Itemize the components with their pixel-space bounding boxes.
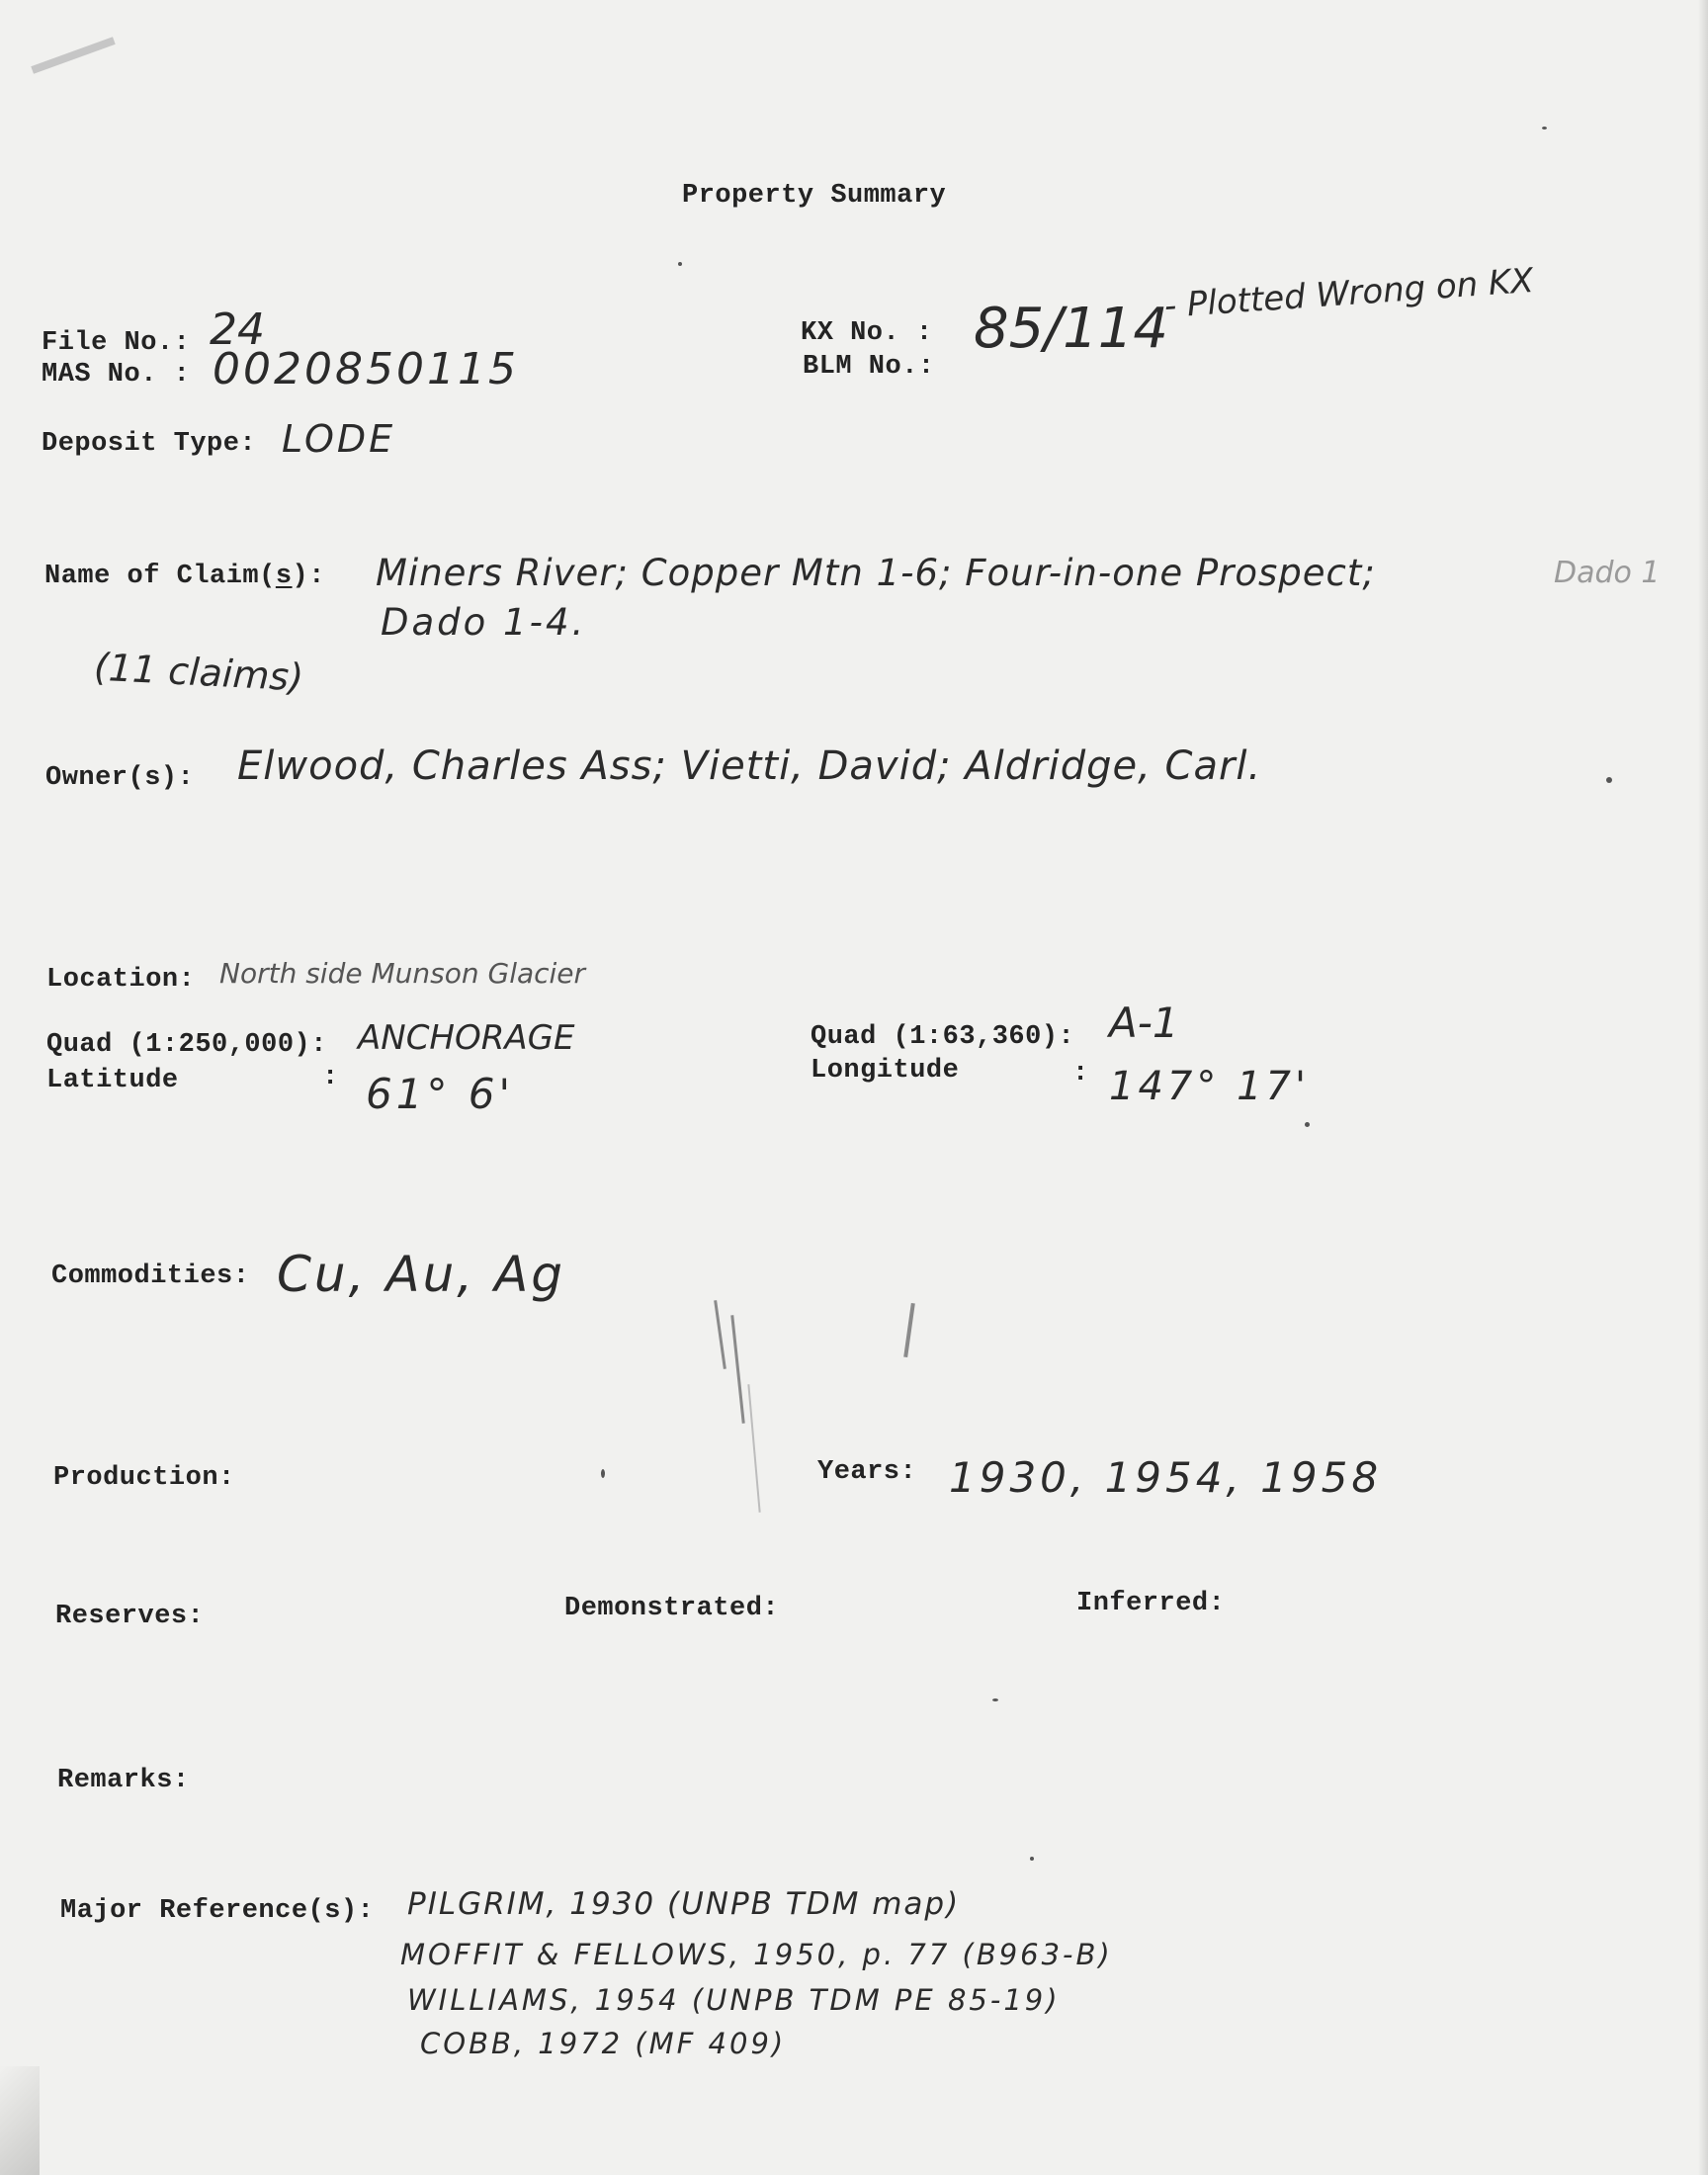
scan-speck bbox=[1606, 777, 1612, 783]
quad-63360-value: A-1 bbox=[1109, 999, 1179, 1047]
deposit-type-value: LODE bbox=[282, 417, 396, 461]
remarks-label: Remarks: bbox=[57, 1766, 190, 1795]
years-value: 1930, 1954, 1958 bbox=[949, 1453, 1383, 1502]
kx-no-value: 85/114 bbox=[974, 297, 1169, 361]
reserves-label: Reserves: bbox=[55, 1602, 205, 1631]
quad-250-value: ANCHORAGE bbox=[358, 1018, 575, 1058]
file-no-label: File No.: bbox=[42, 328, 191, 358]
reference-item-3: WILLIAMS, 1954 (UNPB TDM PE 85-19) bbox=[407, 1983, 1061, 2017]
file-no-value: 24 bbox=[210, 304, 265, 355]
scan-mark bbox=[714, 1300, 726, 1369]
claims-label bbox=[44, 562, 325, 591]
reference-item-2: MOFFIT & FELLOWS, 1950, p. 77 (B963-B) bbox=[400, 1938, 1113, 1971]
mas-no-label: MAS No. : bbox=[42, 360, 191, 390]
page-edge-shadow bbox=[1698, 0, 1708, 2175]
latitude-colon: : bbox=[322, 1063, 339, 1092]
owners-label: Owner(s): bbox=[45, 763, 195, 793]
commodities-value: Cu, Au, Ag bbox=[277, 1246, 566, 1303]
blm-no-label: BLM No.: bbox=[803, 352, 935, 382]
scan-speck bbox=[1305, 1122, 1310, 1127]
inferred-label: Inferred: bbox=[1076, 1589, 1226, 1618]
scan-mark bbox=[730, 1315, 744, 1424]
location-label: Location: bbox=[46, 965, 196, 995]
quad-250-label: Quad (1:250,000): bbox=[46, 1030, 327, 1060]
reference-item-4: COBB, 1972 (MF 409) bbox=[420, 2027, 787, 2060]
claims-label-s: s bbox=[275, 562, 293, 591]
longitude-label: Longitude bbox=[811, 1056, 960, 1086]
scan-speck bbox=[992, 1698, 998, 1701]
claims-line1: Miners River; Copper Mtn 1-6; Four-in-one Prospect; bbox=[376, 552, 1376, 594]
mas-no-value: 0020850115 bbox=[213, 344, 519, 394]
reference-item-1: PILGRIM, 1930 (UNPB TDM map) bbox=[407, 1886, 961, 1922]
claims-line1-faint: Dado 1 bbox=[1554, 556, 1661, 590]
kx-note: - Plotted Wrong on KX bbox=[1162, 260, 1535, 326]
page-corner-shadow bbox=[0, 2066, 40, 2175]
scan-mark bbox=[31, 37, 115, 74]
scan-speck bbox=[1030, 1857, 1034, 1861]
commodities-label: Commodities: bbox=[51, 1262, 250, 1291]
longitude-value: 147° 17' bbox=[1109, 1064, 1310, 1109]
location-value: North side Munson Glacier bbox=[219, 957, 586, 990]
years-label: Years: bbox=[817, 1457, 917, 1487]
scan-mark bbox=[903, 1303, 915, 1357]
references-label: Major Reference(s): bbox=[60, 1896, 375, 1926]
scan-speck bbox=[678, 262, 682, 266]
claims-label-prefix: Name of Claim( bbox=[44, 562, 276, 591]
demonstrated-label: Demonstrated: bbox=[564, 1594, 780, 1623]
scan-speck bbox=[601, 1469, 605, 1478]
claims-count-note: (11 claims) bbox=[92, 645, 305, 700]
scan-speck bbox=[1542, 127, 1547, 130]
page-title: Property Summary bbox=[682, 181, 947, 211]
latitude-label: Latitude bbox=[46, 1066, 179, 1095]
production-label: Production: bbox=[53, 1463, 235, 1493]
quad-63360-label: Quad (1:63,360): bbox=[811, 1022, 1075, 1052]
longitude-colon: : bbox=[1072, 1059, 1089, 1088]
claims-line2: Dado 1-4. bbox=[381, 601, 587, 644]
kx-no-label: KX No. : bbox=[801, 318, 933, 348]
latitude-value: 61° 6' bbox=[366, 1070, 515, 1118]
claims-label-suffix: ): bbox=[292, 562, 325, 591]
deposit-type-label: Deposit Type: bbox=[42, 429, 257, 459]
scan-mark bbox=[747, 1384, 760, 1513]
owners-value: Elwood, Charles Ass; Vietti, David; Aldridge, Carl. bbox=[237, 743, 1262, 789]
